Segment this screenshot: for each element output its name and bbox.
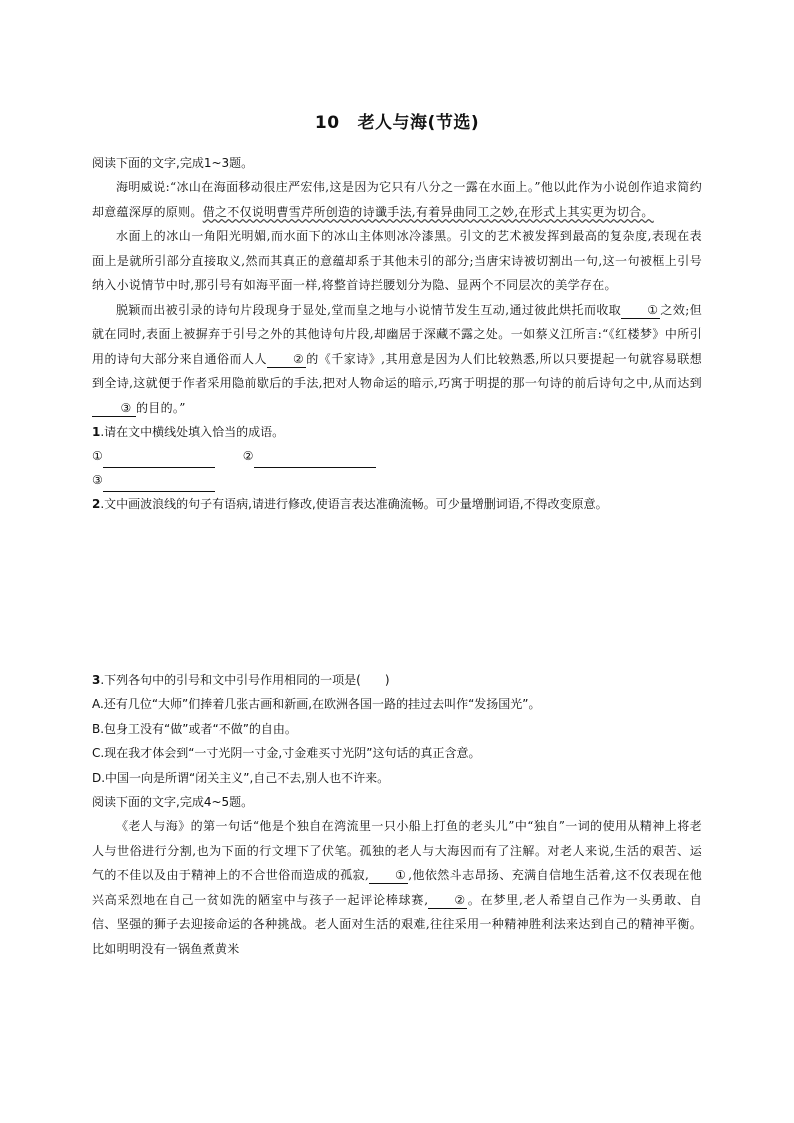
question-1-number: 1 <box>92 425 101 439</box>
question-3-number: 3 <box>92 673 101 687</box>
answer-item-1 <box>92 444 215 468</box>
reading2-blank-2[interactable]: ② <box>428 892 467 909</box>
reading1-p1-text: 海明威说:“冰山在海面移动很庄严宏伟,这是因为它只有八分之一露在水面上。”他以此作为小说创作追求简约却意蕴深厚的原则。 <box>92 180 702 219</box>
question-2 <box>92 492 702 516</box>
question-1 <box>92 420 702 444</box>
reading2-p1-text-b: ,他依然斗志昂扬、充满自信地生活着,这不仅表现在他兴高采烈地在自己一贫如洗的陋室中与孩子一起评论棒球赛, <box>92 868 702 907</box>
answer-line-2[interactable] <box>254 451 376 468</box>
question-3 <box>92 668 702 692</box>
page <box>92 100 702 961</box>
answer-row-1 <box>92 444 702 468</box>
reading2-blank-1[interactable]: ① <box>369 867 408 884</box>
page-title <box>92 108 702 133</box>
answer-item-2 <box>243 444 376 468</box>
question-2-number: 2 <box>92 497 101 511</box>
option-d[interactable]: D.中国一向是所谓“闭关主义”,自己不去,别人也不许来。 <box>92 770 390 785</box>
reading2-paragraph-1 <box>92 814 702 961</box>
answer-label-1: ① <box>92 449 103 463</box>
reading1-p3-text-d: 的目的。” <box>136 400 186 415</box>
reading1-paragraph-3 <box>92 298 702 421</box>
answer-space[interactable] <box>92 516 702 668</box>
lesson-title: 老人与海(节选) <box>357 113 480 133</box>
reading1-p3-text-a: 脱颖而出被引录的诗句片段现身于显处,堂而皇之地与小说情节发生互动,通过彼此烘托而收取 <box>116 302 622 317</box>
blank-2[interactable]: ② <box>267 351 306 368</box>
answer-row-2 <box>92 468 702 492</box>
reading1-p3-text-c: 的《千家诗》,其用意是因为人们比较熟悉,所以只要提起一句就容易联想到全诗,这就便于作者采用隐前歇后的手法,把对人物命运的暗示,巧寓于明提的那一句诗的前后诗句之中,从而达到 <box>92 351 702 390</box>
answer-line-3[interactable] <box>103 475 215 492</box>
option-c[interactable]: C.现在我才体会到“一寸光阴一寸金,寸金难买寸光阴”这句话的真正含意。 <box>92 746 481 760</box>
reading2-instruction: 阅读下面的文字,完成4~5题。 <box>92 795 254 809</box>
blank-3[interactable]: ③ <box>92 400 136 417</box>
reading1-instruction: 阅读下面的文字,完成1~3题。 <box>92 156 254 170</box>
question-1-text: .请在文中横线处填入恰当的成语。 <box>100 425 285 439</box>
answer-line-1[interactable] <box>103 451 215 468</box>
reading2-p1-text-c: 。在梦里,老人希望自己作为一头勇敢、自信、坚强的狮子去迎接命运的各种挑战。老人面对生活的艰难,往往采用一种精神胜利法来达到自己的精神平衡。比如明明没有一锅鱼煮黄米 <box>92 892 702 956</box>
wavy-underlined-sentence: 借之不仅说明曹雪芹所创造的诗谶手法,有着异曲同工之妙,在形式上其实更为切合。 <box>202 204 654 219</box>
reading2-p1-text-a: 《老人与海》的第一句话“他是个独自在湾流里一只小船上打鱼的老头儿”中“独自”一词的使用从精神上将老人与世俗进行分割,也为下面的行文埋下了伏笔。孤独的老人与大海因而有了注解。对老人来说,生活的艰苦、运气的不佳以及由于精神上的不合世俗而造成的孤寂, <box>92 819 702 882</box>
reading1-p3-text-b: 之效;但就在同时,表面上被摒弃于引号之外的其他诗句片段,却幽居于深藏不露之处。一如蔡义江所言:“《红楼梦》中所引用的诗句大部分来自通俗而人人 <box>92 302 702 366</box>
answer-item-3 <box>92 468 215 492</box>
reading1-paragraph-2: 水面上的冰山一角阳光明媚,而水面下的冰山主体则冰冷漆黑。引文的艺术被发挥到最高的复杂度,表现在表面上是就所引部分直接取义,然而其真正的意蕴却系于其他未引的部分;当唐宋诗被切割出一句,这一句被框上引号纳入小说情节中时,那引号有如海平面一样,将整首诗拦腰划分为隐、显两个不同层次的美学存在。 <box>92 229 702 292</box>
option-a[interactable]: A.还有几位“大师”们捧着几张古画和新画,在欧洲各国一路的挂过去叫作“发扬国光”。 <box>92 697 541 711</box>
blank-1[interactable]: ① <box>621 302 660 319</box>
lesson-number: 10 <box>314 113 340 133</box>
question-2-text: .文中画波浪线的句子有语病,请进行修改,使语言表达准确流畅。可少量增删词语,不得改变原意。 <box>100 497 608 511</box>
answer-label-2: ② <box>242 449 254 463</box>
option-b[interactable]: B.包身工没有“做”或者“不做”的自由。 <box>92 721 297 736</box>
answer-label-3: ③ <box>92 473 103 487</box>
question-3-text: .下列各句中的引号和文中引号作用相同的一项是( ) <box>100 673 390 687</box>
reading1-paragraph-1 <box>92 175 702 224</box>
